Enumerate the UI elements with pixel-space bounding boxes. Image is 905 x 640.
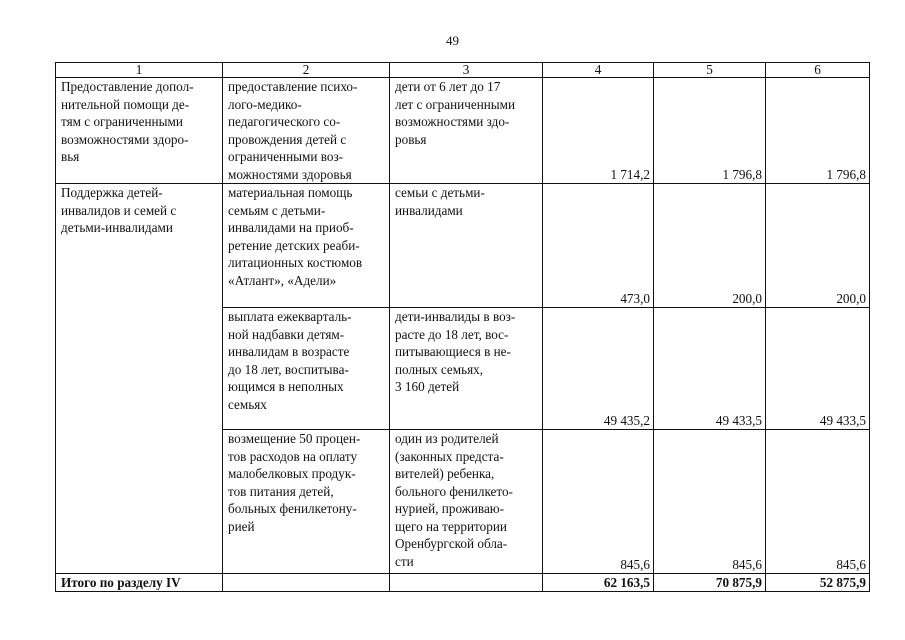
- amount-cell: 845,6: [766, 430, 870, 574]
- amount-cell: 845,6: [654, 430, 766, 574]
- amount-cell: 473,0: [543, 184, 654, 308]
- measure-cell: предоставление психо- лого-медико- педагогического со- провождения детей с ограниченными воз- можностями здоровья: [223, 78, 390, 184]
- amount-cell: 49 433,5: [766, 308, 870, 430]
- measure-cell: возмещение 50 процен- тов расходов на оплату малобелковых продук- тов питания детей, больных фенилкетону- рией: [223, 430, 390, 574]
- total-amount-cell: 70 875,9: [654, 574, 766, 592]
- amount-cell: 1 714,2: [543, 78, 654, 184]
- amount-cell: 1 796,8: [766, 78, 870, 184]
- recipients-cell: дети-инвалиды в воз- расте до 18 лет, вос- питывающиеся в не- полных семьях, 3 160 детей: [390, 308, 543, 430]
- table-row: [56, 184, 870, 308]
- recipients-cell: один из родителей (законных предста- вителей) ребенка, больного фенилкето- нурией, проживаю- щего на территории Оренбургской обла- сти: [390, 430, 543, 574]
- amount-cell: 1 796,8: [654, 78, 766, 184]
- total-amount-cell: 62 163,5: [543, 574, 654, 592]
- column-number: 6: [766, 63, 870, 78]
- empty-cell: [390, 574, 543, 592]
- program-name-cell: Предоставление допол- нительной помощи де- тям с ограниченными возможностями здоро- вья: [56, 78, 223, 184]
- amount-cell: 49 435,2: [543, 308, 654, 430]
- amount-cell: 49 433,5: [654, 308, 766, 430]
- column-number: 2: [223, 63, 390, 78]
- measure-cell: выплата ежекварталь- ной надбавки детям- инвалидам в возрасте до 18 лет, воспитыва- ющимся в неполных семьях: [223, 308, 390, 430]
- recipients-cell: дети от 6 лет до 17 лет с ограниченными возможностями здо- ровья: [390, 78, 543, 184]
- total-row: [56, 574, 870, 592]
- column-number: 3: [390, 63, 543, 78]
- column-number: 4: [543, 63, 654, 78]
- column-number: 1: [56, 63, 223, 78]
- table-row: [56, 78, 870, 184]
- amount-cell: 845,6: [543, 430, 654, 574]
- program-name-cell: Поддержка детей- инвалидов и семей с детьми-инвалидами: [56, 184, 223, 574]
- amount-cell: 200,0: [766, 184, 870, 308]
- empty-cell: [223, 574, 390, 592]
- recipients-cell: семьи с детьми- инвалидами: [390, 184, 543, 308]
- amount-cell: 200,0: [654, 184, 766, 308]
- total-amount-cell: 52 875,9: [766, 574, 870, 592]
- measure-cell: материальная помощь семьям с детьми- инвалидами на приоб- ретение детских реаби- литационных костюмов «Атлант», «Адели»: [223, 184, 390, 308]
- total-label: Итого по разделу IV: [56, 574, 223, 592]
- column-number: 5: [654, 63, 766, 78]
- column-number-row: [56, 63, 870, 78]
- page-number: 49: [446, 33, 459, 48]
- budget-table: [55, 62, 870, 592]
